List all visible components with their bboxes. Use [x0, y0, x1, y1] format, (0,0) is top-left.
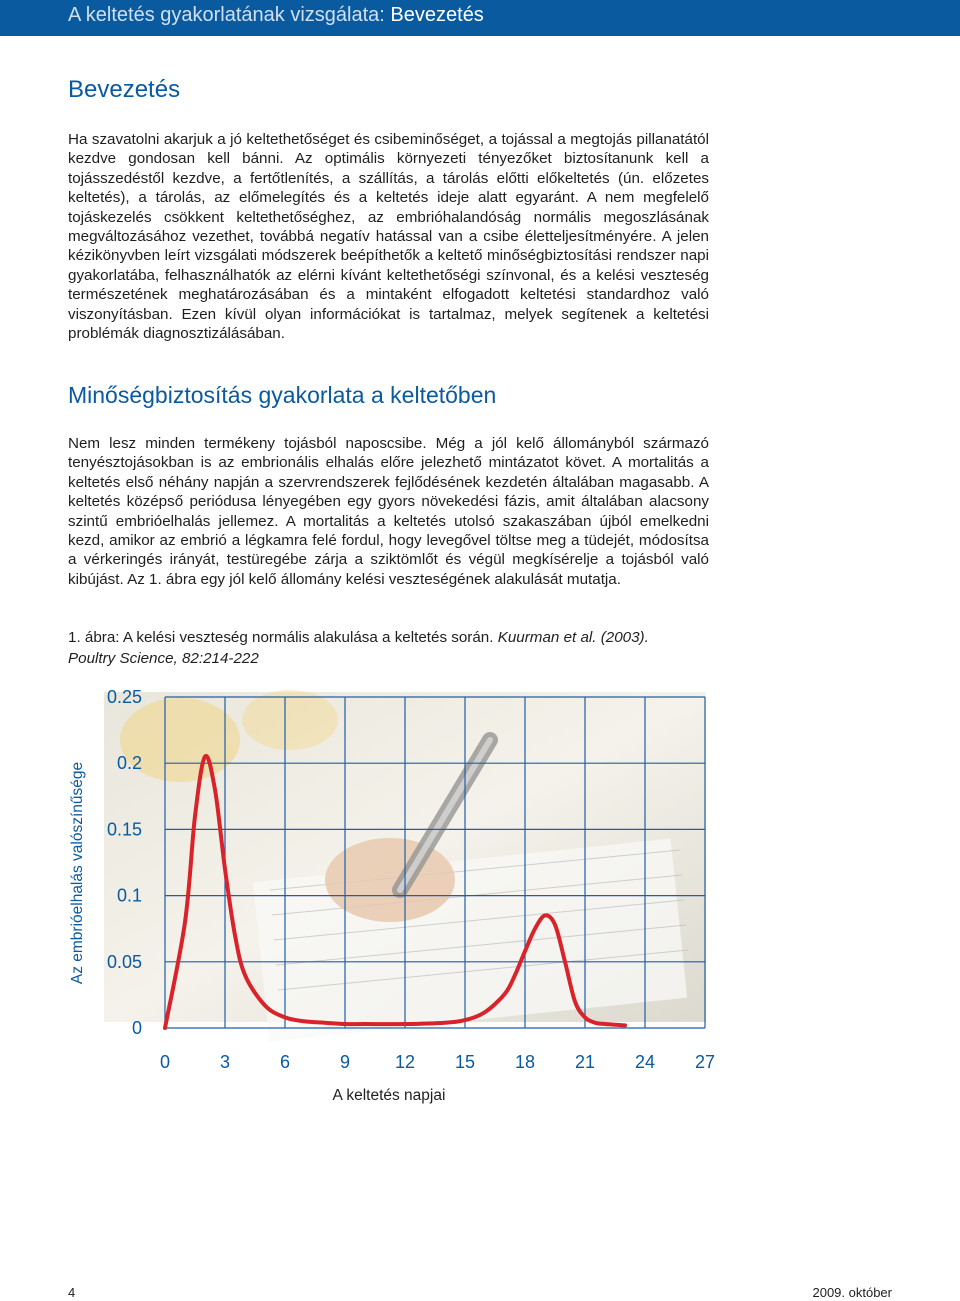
- x-tick-label-9: 27: [694, 1052, 716, 1072]
- x-tick-label-6: 18: [514, 1052, 536, 1072]
- y-tick-label-3: 0.15: [106, 819, 142, 840]
- breadcrumb: [68, 4, 484, 27]
- page-number: 4: [68, 1285, 76, 1300]
- y-tick-label-4: 0.2: [116, 753, 142, 774]
- x-tick-label-1: 3: [219, 1052, 231, 1072]
- figure-caption: [68, 627, 728, 669]
- caption-authors: Kuurman et al. (2003).: [497, 629, 649, 646]
- x-tick-label-5: 15: [454, 1052, 476, 1072]
- top-banner: [0, 0, 960, 36]
- section-heading-quality: Minőségbiztosítás gyakorlata a keltetőben: [68, 382, 497, 408]
- section-heading-intro: Bevezetés: [68, 76, 181, 103]
- y-tick-label-1: 0.05: [106, 951, 142, 972]
- quality-paragraph: Nem lesz minden termékeny tojásból naposcsibe. Még a jól kelő állományból származó tenyésztojásokban is az embrionális elhalás előre jelezhető mintázatot követ. A mortalitás a keltetés első néhány napján a szervrendszerek fejlődésének kezdetén általában magasabb. A keltetés középső periódusa lényegében egy gyors növekedési fázis, amit általában alacsony szintű embrióelhalás jellemez. A mortalitás a keltetés utolsó szakaszában újból emelkedni kezd, amikor az embrió a légkamra felé fordul, hogy levegővel töltse meg a tüdejét, módosítsa a vérkeringés irányát, testüregébe zárja a sziktömlőt és végül megkísérelje a tojásból való kibújást. Az 1. ábra egy jól kelő állomány kelési veszteségének alakulását mutatja.: [68, 435, 709, 588]
- x-tick-label-8: 24: [634, 1052, 656, 1072]
- footer-date: 2009. október: [812, 1285, 892, 1300]
- x-tick-label-4: 12: [394, 1052, 416, 1072]
- y-tick-label-5: 0.25: [106, 687, 142, 707]
- caption-journal: Poultry Science, 82:214-222: [68, 650, 259, 667]
- y-axis-label: Az embrióelhalás valószínűsége: [69, 761, 86, 985]
- y-tick-label-0: 0: [131, 1018, 142, 1038]
- x-tick-label-2: 6: [279, 1052, 291, 1072]
- document-title: A keltetés gyakorlatának vizsgálata:: [68, 4, 385, 26]
- caption-main: 1. ábra: A kelési veszteség normális alakulása a keltetés során.: [68, 629, 494, 646]
- x-tick-label-3: 9: [339, 1052, 351, 1072]
- x-tick-label-7: 21: [574, 1052, 596, 1072]
- section-name: Bevezetés: [390, 4, 484, 26]
- y-tick-label-2: 0.1: [116, 885, 142, 906]
- x-axis-label: A keltetés napjai: [332, 1087, 446, 1104]
- x-tick-labels: [160, 1052, 715, 1072]
- intro-paragraph: Ha szavatolni akarjuk a jó keltethetőséget és csibeminőséget, a tojással a megtojás pillanatától kezdve gondosan kell bánni. Az optimális környezeti tényezőket biztosítanunk kell a tojásszedéstől kezdve, a fertőtlenítés, a szállítás, a tárolás előtti előkeltetés (ún. előzetes keltetés), a tárolás, az előmelegítés és a keltetés ideje alatt egyaránt. A nem megfelelő tojáskezelés csökkent keltethetőséghez, az embrióhalandóság normális megoszlásának megváltozásához vezethet, továbbá negatív hatással van a csibe életteljesítményére. A jelen kézikönyvben leírt vizsgálati módszerek beépíthetők a keltető minőségbiztosítási rendszer napi gyakorlatába, felhasználhatók az elérni kívánt keltethetőségi színvonal, és a kelési veszteség természetének meghatározásában és a mintaként elfogadott keltetési standardhoz való viszonyításban. Ezen kívül olyan információkat is tartalmaz, melyek segítenek a keltetési problémák diagnosztizálásában.: [68, 131, 709, 343]
- x-tick-label-0: 0: [159, 1052, 171, 1072]
- mortality-chart: [60, 680, 740, 1110]
